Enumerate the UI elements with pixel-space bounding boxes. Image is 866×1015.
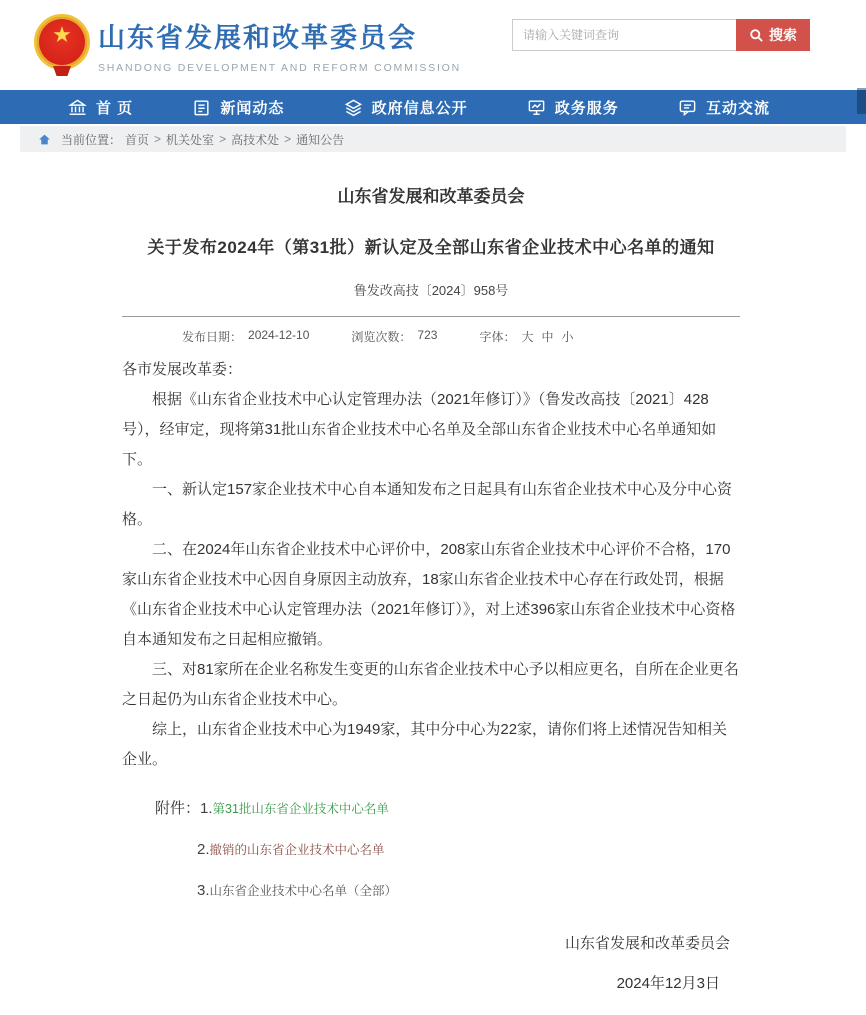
breadcrumb-item-dept[interactable]: 机关处室	[166, 132, 215, 147]
nav-label: 政府信息公开	[371, 99, 468, 117]
nav-label: 新闻动态	[220, 99, 285, 117]
nav-item-news[interactable]	[192, 97, 284, 118]
font-size-label: 字体：	[479, 330, 516, 344]
emblem-star-icon: ★	[52, 22, 72, 47]
attachment-row	[122, 797, 740, 821]
breadcrumb-item-hightech[interactable]: 高技术处	[231, 132, 280, 147]
search-box	[512, 19, 810, 51]
nav-item-home[interactable]	[68, 97, 133, 118]
national-emblem-logo[interactable]	[34, 14, 90, 70]
document-title-main: 关于发布2024年（第31批）新认定及全部山东省企业技术中心名单的通知	[147, 238, 715, 257]
paragraph-basis: 根据《山东省企业技术中心认定管理办法（2021年修订）》（鲁发改高技〔2021〕428号），经审定，现将第31批山东省企业技术中心名单及全部山东省企业技术中心名单通知如下。	[122, 391, 717, 468]
nav-label: 政务服务	[554, 99, 619, 117]
signature-organization: 山东省发展和改革委员会	[564, 935, 730, 952]
nav-label: 首 页	[96, 99, 134, 117]
site-title: 山东省发展和改革委员会	[98, 23, 417, 53]
publish-date-label: 发布日期：	[182, 330, 243, 344]
scrollbar-thumb[interactable]	[857, 88, 866, 114]
bank-icon	[68, 98, 87, 117]
document-meta	[122, 328, 740, 345]
nav-item-gov-services[interactable]	[527, 97, 619, 118]
breadcrumb	[20, 126, 846, 152]
paragraph-item-1: 一、新认定157家企业技术中心自本通知发布之日起具有山东省企业技术中心及分中心资格。	[122, 481, 733, 528]
attachment-number: 1.	[200, 800, 213, 817]
font-size-large-button[interactable]: 大	[521, 330, 534, 344]
breadcrumb-item-notices[interactable]: 通知公告	[296, 132, 345, 147]
attachment-row	[122, 838, 740, 862]
attachments-label: 附件：	[155, 800, 201, 817]
layers-icon	[344, 98, 363, 117]
main-navbar	[0, 90, 866, 124]
site-subtitle: SHANDONG DEVELOPMENT AND REFORM COMMISSION	[98, 62, 462, 74]
font-size-switcher	[479, 328, 575, 345]
paragraph-salutation: 各市发展改革委：	[122, 361, 243, 378]
attachment-link-3[interactable]: 山东省企业技术中心名单（全部）	[209, 884, 398, 898]
monitor-icon	[527, 98, 546, 117]
site-brand	[98, 16, 461, 74]
paragraph-item-3: 三、对81家所在企业名称发生变更的山东省企业技术中心予以相应更名，自所在企业更名之日起仍为山东省企业技术中心。	[122, 661, 739, 708]
view-count-value: 723	[417, 328, 438, 342]
home-icon	[38, 133, 51, 146]
publish-date	[182, 328, 309, 345]
document-title-org: 山东省发展和改革委员会	[337, 187, 525, 206]
breadcrumb-separator: >	[219, 132, 227, 146]
paragraph-summary: 综上，山东省企业技术中心为1949家，其中分中心为22家，请你们将上述情况告知相关企业。	[122, 721, 728, 768]
attachment-link-1[interactable]: 第31批山东省企业技术中心名单	[212, 802, 389, 816]
breadcrumb-separator: >	[284, 132, 292, 146]
breadcrumb-separator: >	[154, 132, 162, 146]
title-divider	[122, 316, 740, 317]
newspaper-icon	[192, 98, 211, 117]
nav-item-interaction[interactable]	[678, 97, 770, 118]
attachments-section	[122, 797, 740, 903]
chat-icon	[678, 98, 697, 117]
paragraph-item-2: 二、在2024年山东省企业技术中心评价中，208家山东省企业技术中心评价不合格，170家山东省企业技术中心因自身原因主动放弃，18家山东省企业技术中心存在行政处罚，根据《山东省企业技术中心认定管理办法（2021年修订）》，对上述396家山东省企业技术中心资格自本通知发布之日起相应撤销。	[122, 541, 736, 648]
document-body	[122, 355, 740, 775]
attachment-link-2[interactable]: 撤销的山东省企业技术中心名单	[209, 843, 385, 857]
document-content	[122, 168, 740, 920]
view-count-label: 浏览次数：	[351, 330, 412, 344]
font-size-medium-button[interactable]: 中	[541, 330, 554, 344]
breadcrumb-label: 当前位置：	[61, 132, 122, 147]
view-count	[351, 328, 437, 345]
attachment-row	[122, 879, 740, 903]
search-button[interactable]	[736, 19, 810, 51]
search-icon	[749, 28, 764, 43]
attachment-number: 3.	[197, 882, 210, 899]
nav-item-gov-info[interactable]	[344, 97, 468, 118]
breadcrumb-item-home[interactable]: 首页	[125, 132, 150, 147]
document-number: 鲁发改高技〔2024〕958号	[353, 283, 509, 298]
attachment-number: 2.	[197, 841, 210, 858]
publish-date-value: 2024-12-10	[248, 328, 310, 342]
font-size-small-button[interactable]: 小	[561, 330, 574, 344]
site-header	[0, 0, 866, 90]
nav-label: 互动交流	[705, 99, 770, 117]
search-button-label: 搜索	[769, 27, 797, 43]
search-input[interactable]	[512, 19, 736, 51]
signature-date: 2024年12月3日	[616, 975, 720, 992]
